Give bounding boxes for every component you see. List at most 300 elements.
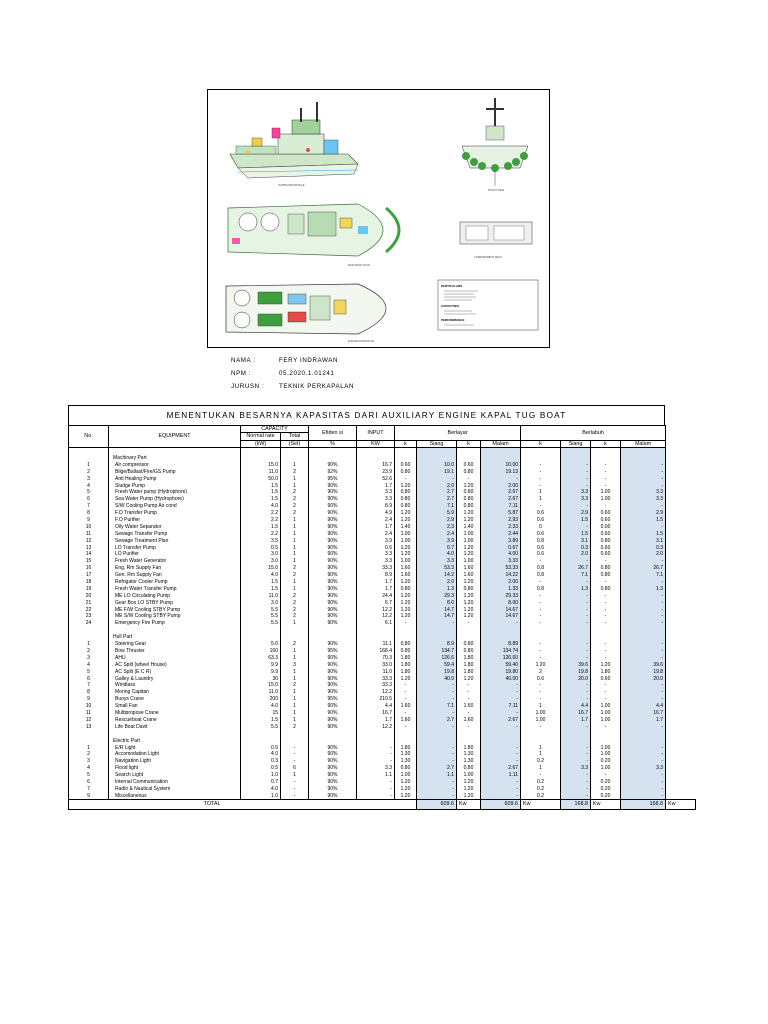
table-cell: 2.4 <box>417 531 457 538</box>
table-cell: 1.40 <box>395 524 417 531</box>
table-cell: 19.8 <box>561 668 591 675</box>
table-cell: 90% <box>309 503 357 510</box>
table-cell: - <box>521 579 561 586</box>
table-cell: 40.00 <box>481 675 521 682</box>
table-cell: 10.00 <box>481 462 521 469</box>
table-cell: 53.33 <box>481 565 521 572</box>
svg-text:ENGINE ROOM PLAN: ENGINE ROOM PLAN <box>348 340 375 343</box>
table-row <box>69 772 696 779</box>
table-cell: 14.22 <box>481 572 521 579</box>
table-cell: 1.60 <box>457 565 481 572</box>
table-cell: 0.60 <box>457 462 481 469</box>
table-cell: 126.60 <box>481 655 521 662</box>
table-cell: - <box>591 641 621 648</box>
table-cell: 1.7 <box>357 482 395 489</box>
table-cell: 19.80 <box>481 668 521 675</box>
table-cell: 13 <box>69 724 109 731</box>
table-cell: 2.4 <box>357 531 395 538</box>
table-cell: 12 <box>69 537 109 544</box>
table-cell: 3.3 <box>561 765 591 772</box>
table-cell: 1.00 <box>395 531 417 538</box>
table-cell: 1.20 <box>395 606 417 613</box>
table-cell: 7 <box>69 503 109 510</box>
table-cell: 1 <box>69 641 109 648</box>
table-cell: 210.5 <box>357 696 395 703</box>
table-cell: 0.80 <box>395 765 417 772</box>
table-cell: - <box>621 579 666 586</box>
table-cell: 90% <box>309 655 357 662</box>
table-cell: 22 <box>69 606 109 613</box>
table-cell: 1.7 <box>561 717 591 724</box>
deck-plan <box>228 204 399 267</box>
ship-drawing <box>207 89 550 348</box>
table-cell: 3.3 <box>357 551 395 558</box>
table-cell: 3.1 <box>561 537 591 544</box>
table-cell: - <box>591 482 621 489</box>
table-cell: 1.00 <box>395 537 417 544</box>
section-name: Electric Part <box>109 737 241 744</box>
table-cell: 1 <box>281 475 309 482</box>
table-cell: 1.30 <box>457 758 481 765</box>
table-cell: 1.30 <box>395 758 417 765</box>
table-cell: Steering Gear <box>109 641 241 648</box>
table-cell: 1.7 <box>357 586 395 593</box>
table-cell: Oily Water Separator <box>109 524 241 531</box>
table-cell: 160 <box>241 648 281 655</box>
table-cell: 0.8 <box>521 572 561 579</box>
table-cell: - <box>561 613 591 620</box>
table-cell: 90% <box>309 586 357 593</box>
table-cell: 90% <box>309 703 357 710</box>
table-row <box>69 668 696 675</box>
table-cell: AC Spilt (E C R) <box>109 668 241 675</box>
table-cell: 90% <box>309 599 357 606</box>
table-cell: 5.5 <box>241 620 281 627</box>
table-cell: Miscellaneous <box>109 793 241 800</box>
table-row <box>69 703 696 710</box>
table-cell: 95% <box>309 475 357 482</box>
total-unit-4: Kw <box>666 799 696 809</box>
table-cell: Radio & Nautical System <box>109 786 241 793</box>
table-cell: 5.5 <box>241 606 281 613</box>
table-cell: 0.5 <box>241 765 281 772</box>
table-cell: 5.87 <box>481 510 521 517</box>
table-cell: 1.5 <box>561 517 591 524</box>
table-cell: 70.3 <box>357 655 395 662</box>
table-cell: - <box>521 613 561 620</box>
table-cell: 0.20 <box>591 758 621 765</box>
table-cell: 3.3 <box>357 558 395 565</box>
table-cell: 4.0 <box>241 786 281 793</box>
table-cell: - <box>561 475 591 482</box>
table-cell: 53.3 <box>417 565 457 572</box>
table-row <box>69 565 696 572</box>
table-cell: 19 <box>69 586 109 593</box>
table-cell: 1.7 <box>357 717 395 724</box>
header-berlayar: Berlayar <box>395 426 521 441</box>
table-cell: - <box>457 710 481 717</box>
table-cell: - <box>621 641 666 648</box>
table-cell: 0.7 <box>241 779 281 786</box>
table-cell: 1.00 <box>591 496 621 503</box>
table-cell: Small Fan <box>109 703 241 710</box>
nama-value: FERY INDRAWAN <box>279 357 339 364</box>
table-cell: 12.2 <box>357 689 395 696</box>
svg-text:COMPARTMENT DECK: COMPARTMENT DECK <box>474 256 502 259</box>
total-berlayar-siang: 609.6 <box>417 799 457 809</box>
table-cell: 2.9 <box>621 510 666 517</box>
total-unit-2: Kw <box>521 799 561 809</box>
table-cell: 90% <box>309 489 357 496</box>
table-cell: 3.0 <box>241 558 281 565</box>
table-cell: - <box>417 786 457 793</box>
table-cell: 8 <box>69 510 109 517</box>
table-row <box>69 606 696 613</box>
table-cell: 0.80 <box>591 565 621 572</box>
table-cell: 2.2 <box>241 510 281 517</box>
table-cell: 90% <box>309 772 357 779</box>
particulars-label: PARTICULARS <box>441 284 463 288</box>
table-cell: Accomodation Light <box>109 751 241 758</box>
table-cell: 1.20 <box>457 606 481 613</box>
table-cell: 0.80 <box>395 586 417 593</box>
table-cell: 5.0 <box>241 641 281 648</box>
table-cell: - <box>561 696 591 703</box>
capacity-table-wrap <box>68 405 695 810</box>
table-cell: - <box>561 724 591 731</box>
table-cell: 7.11 <box>481 503 521 510</box>
table-cell: 4.4 <box>621 703 666 710</box>
table-cell: 0.6 <box>521 510 561 517</box>
table-cell: 1.5 <box>241 496 281 503</box>
table-cell: - <box>521 503 561 510</box>
table-cell: 4.4 <box>561 703 591 710</box>
table-cell: 16 <box>69 565 109 572</box>
table-cell: - <box>457 689 481 696</box>
table-cell: 8.9 <box>357 503 395 510</box>
table-cell: 1.00 <box>591 751 621 758</box>
table-row <box>69 558 696 565</box>
table-cell: 1.20 <box>457 551 481 558</box>
table-cell: 13 <box>69 544 109 551</box>
table-cell: 2 <box>69 751 109 758</box>
total-berlabuh-siang: 168.8 <box>561 799 591 809</box>
table-cell: 1 <box>281 551 309 558</box>
table-cell: 1.0 <box>241 793 281 800</box>
table-cell: - <box>621 696 666 703</box>
table-cell: 90% <box>309 565 357 572</box>
table-cell: 1 <box>281 668 309 675</box>
table-cell: 1.00 <box>457 537 481 544</box>
table-cell: 90% <box>309 510 357 517</box>
engine-room-plan <box>226 284 386 343</box>
table-row <box>69 620 696 627</box>
table-cell: 0.8 <box>521 586 561 593</box>
table-cell: - <box>521 475 561 482</box>
table-cell: 1 <box>281 703 309 710</box>
table-cell: 1 <box>281 524 309 531</box>
table-cell: 1.1 <box>357 772 395 779</box>
table-row <box>69 648 696 655</box>
table-row <box>69 662 696 669</box>
table-cell: 0.80 <box>591 572 621 579</box>
table-cell: 0.20 <box>591 779 621 786</box>
table-row <box>69 613 696 620</box>
table-cell: 90% <box>309 606 357 613</box>
table-cell: - <box>621 793 666 800</box>
table-cell: - <box>621 751 666 758</box>
table-cell: - <box>561 469 591 476</box>
table-cell: - <box>481 475 521 482</box>
table-title: MENENTUKAN BESARNYA KAPASITAS DARI AUXILIARY ENGINE KAPAL TUG BOAT <box>68 405 665 425</box>
table-cell: 11.0 <box>241 689 281 696</box>
table-cell: 11 <box>69 531 109 538</box>
table-cell: 2.67 <box>481 765 521 772</box>
table-cell: - <box>561 689 591 696</box>
capacity-table <box>68 425 696 810</box>
table-cell: 4.0 <box>241 572 281 579</box>
table-row <box>69 593 696 600</box>
table-cell: 4 <box>69 662 109 669</box>
table-cell: 90% <box>309 758 357 765</box>
table-cell: 1.5 <box>241 579 281 586</box>
table-cell: 11 <box>69 710 109 717</box>
table-cell: - <box>521 696 561 703</box>
table-cell: 2 <box>521 668 561 675</box>
table-cell: 0.67 <box>481 544 521 551</box>
particulars-block <box>438 280 538 330</box>
table-cell: 90% <box>309 593 357 600</box>
table-row <box>69 717 696 724</box>
table-cell: 0.8 <box>521 565 561 572</box>
table-cell: 1.60 <box>457 572 481 579</box>
table-cell: - <box>457 696 481 703</box>
table-cell: 2 <box>281 489 309 496</box>
table-cell: - <box>621 744 666 751</box>
table-cell: 1 <box>281 558 309 565</box>
table-cell: - <box>481 758 521 765</box>
table-cell: 21 <box>69 599 109 606</box>
table-cell: 1 <box>69 462 109 469</box>
table-cell: 0.6 <box>521 675 561 682</box>
table-cell: 2 <box>281 599 309 606</box>
table-cell: 95% <box>309 696 357 703</box>
table-cell: 1.20 <box>395 551 417 558</box>
table-cell: 1 <box>281 648 309 655</box>
table-cell: 1 <box>521 489 561 496</box>
table-cell: - <box>357 779 395 786</box>
table-cell: 63.3 <box>241 655 281 662</box>
table-row <box>69 786 696 793</box>
table-cell: 2 <box>281 572 309 579</box>
table-row <box>69 510 696 517</box>
table-cell: 1.20 <box>395 579 417 586</box>
table-cell: 1.00 <box>457 558 481 565</box>
table-cell: 1.80 <box>395 655 417 662</box>
table-cell: 2.33 <box>481 524 521 531</box>
table-cell: 4.0 <box>417 551 457 558</box>
table-cell: 0.8 <box>521 537 561 544</box>
table-cell: 0.80 <box>395 496 417 503</box>
header-efficiency-unit: % <box>309 440 357 447</box>
table-cell: 1.20 <box>591 662 621 669</box>
table-cell: 1.20 <box>457 779 481 786</box>
table-cell: 2.7 <box>417 489 457 496</box>
header-berlabuh-siang: Siang <box>561 440 591 447</box>
table-cell: 1.60 <box>395 565 417 572</box>
table-cell: 30 <box>241 675 281 682</box>
table-cell: - <box>457 475 481 482</box>
table-cell: 0.60 <box>591 544 621 551</box>
table-cell: 1.20 <box>395 779 417 786</box>
table-cell: 95% <box>309 648 357 655</box>
table-cell: Sludge Pump <box>109 482 241 489</box>
table-row <box>69 517 696 524</box>
table-cell: - <box>621 524 666 531</box>
table-cell: Moring Capitan <box>109 689 241 696</box>
front-view <box>462 98 528 192</box>
table-cell: 1.60 <box>395 703 417 710</box>
table-cell: 90% <box>309 724 357 731</box>
table-cell: - <box>357 786 395 793</box>
table-cell: 0.80 <box>457 496 481 503</box>
table-row <box>69 469 696 476</box>
table-cell: 1 <box>521 744 561 751</box>
total-berlayar-malam: 609.6 <box>481 799 521 809</box>
table-cell: - <box>521 682 561 689</box>
table-cell: 1.00 <box>591 744 621 751</box>
table-cell: 7.1 <box>417 503 457 510</box>
table-cell: 29.33 <box>481 593 521 600</box>
table-cell: 90% <box>309 751 357 758</box>
table-cell: - <box>357 751 395 758</box>
table-cell: ME F/W Cooling STBY Pump <box>109 606 241 613</box>
jurusan-label: JURUSN : <box>231 383 265 390</box>
table-cell: 0.80 <box>457 586 481 593</box>
table-cell: Life Boat Davit <box>109 724 241 731</box>
table-cell: 1.60 <box>457 703 481 710</box>
profile-view <box>230 102 358 187</box>
table-cell: 8.0 <box>417 599 457 606</box>
table-cell: 90% <box>309 620 357 627</box>
section-header-row <box>69 634 696 641</box>
total-unit-3: Kw <box>591 799 621 809</box>
table-cell: 90% <box>309 682 357 689</box>
table-body <box>69 448 696 800</box>
table-cell: Galley & Laundry <box>109 675 241 682</box>
table-cell: 90% <box>309 537 357 544</box>
table-cell: 3.3 <box>621 496 666 503</box>
table-cell: 1.00 <box>591 765 621 772</box>
table-cell: 0.80 <box>395 641 417 648</box>
table-cell: - <box>357 758 395 765</box>
table-cell: 12.2 <box>357 724 395 731</box>
header-berlayar-k2: k <box>457 440 481 447</box>
table-cell: 1 <box>281 717 309 724</box>
table-cell: - <box>417 758 457 765</box>
header-normal-rate-unit: (kW) <box>241 440 281 447</box>
table-cell: 1.20 <box>395 544 417 551</box>
table-cell: 1.0 <box>241 772 281 779</box>
table-cell: 1.00 <box>591 710 621 717</box>
table-cell: Bow Thruster <box>109 648 241 655</box>
table-cell: 1.5 <box>241 717 281 724</box>
table-cell: 2.00 <box>481 579 521 586</box>
table-cell: 90% <box>309 544 357 551</box>
npm-label: NPM : <box>231 370 252 377</box>
table-cell: 9.9 <box>241 668 281 675</box>
table-cell: - <box>395 689 417 696</box>
table-cell: - <box>395 475 417 482</box>
table-cell: 19.8 <box>417 668 457 675</box>
table-row <box>69 599 696 606</box>
table-cell: 26.7 <box>621 565 666 572</box>
table-cell: ME LO Circulating Pump <box>109 593 241 600</box>
table-cell: - <box>457 682 481 689</box>
table-cell: - <box>417 779 457 786</box>
table-row <box>69 524 696 531</box>
table-cell: 1 <box>281 517 309 524</box>
table-cell: 1.7 <box>621 717 666 724</box>
table-cell: - <box>591 620 621 627</box>
table-cell: - <box>621 682 666 689</box>
table-cell: - <box>561 462 591 469</box>
header-berlabuh: Berlabuh <box>521 426 666 441</box>
table-cell: 90% <box>309 689 357 696</box>
total-berlabuh-malam: 168.8 <box>621 799 666 809</box>
table-cell: 90% <box>309 668 357 675</box>
table-cell: 1.5 <box>241 524 281 531</box>
table-cell: 200 <box>241 696 281 703</box>
npm-value: 05.2020.1.01241 <box>279 370 335 377</box>
table-cell: 1.20 <box>457 599 481 606</box>
table-cell: - <box>591 599 621 606</box>
table-cell: 1.20 <box>457 544 481 551</box>
table-cell: Fresh Water Transfer Pump <box>109 586 241 593</box>
performance-label: PERFORMANCE <box>441 318 465 322</box>
table-cell: 10 <box>69 524 109 531</box>
table-cell: 2 <box>281 565 309 572</box>
table-cell: 1 <box>521 751 561 758</box>
table-cell: 8.9 <box>417 641 457 648</box>
table-row <box>69 462 696 469</box>
table-cell: 8.9 <box>357 572 395 579</box>
section-name: Hull Part <box>109 634 241 641</box>
table-cell: 0.80 <box>395 469 417 476</box>
table-cell: 33.3 <box>357 675 395 682</box>
table-cell: - <box>621 724 666 731</box>
table-row <box>69 779 696 786</box>
table-cell: - <box>621 469 666 476</box>
table-cell: 2 <box>281 469 309 476</box>
table-cell: Eng. Rm Supply Fan <box>109 565 241 572</box>
table-cell: Navigation Light <box>109 758 241 765</box>
table-row <box>69 482 696 489</box>
table-cell: 3.5 <box>241 537 281 544</box>
table-cell: 0.2 <box>521 758 561 765</box>
table-cell: 29.3 <box>417 593 457 600</box>
table-cell: - <box>281 793 309 800</box>
table-cell: - <box>561 744 591 751</box>
table-cell: - <box>417 689 457 696</box>
table-cell: - <box>591 475 621 482</box>
table-cell: 0.60 <box>591 517 621 524</box>
table-cell: 3.3 <box>561 489 591 496</box>
table-cell: - <box>281 758 309 765</box>
table-cell: 7 <box>69 786 109 793</box>
table-cell: AHU <box>109 655 241 662</box>
table-cell: 2.00 <box>481 482 521 489</box>
